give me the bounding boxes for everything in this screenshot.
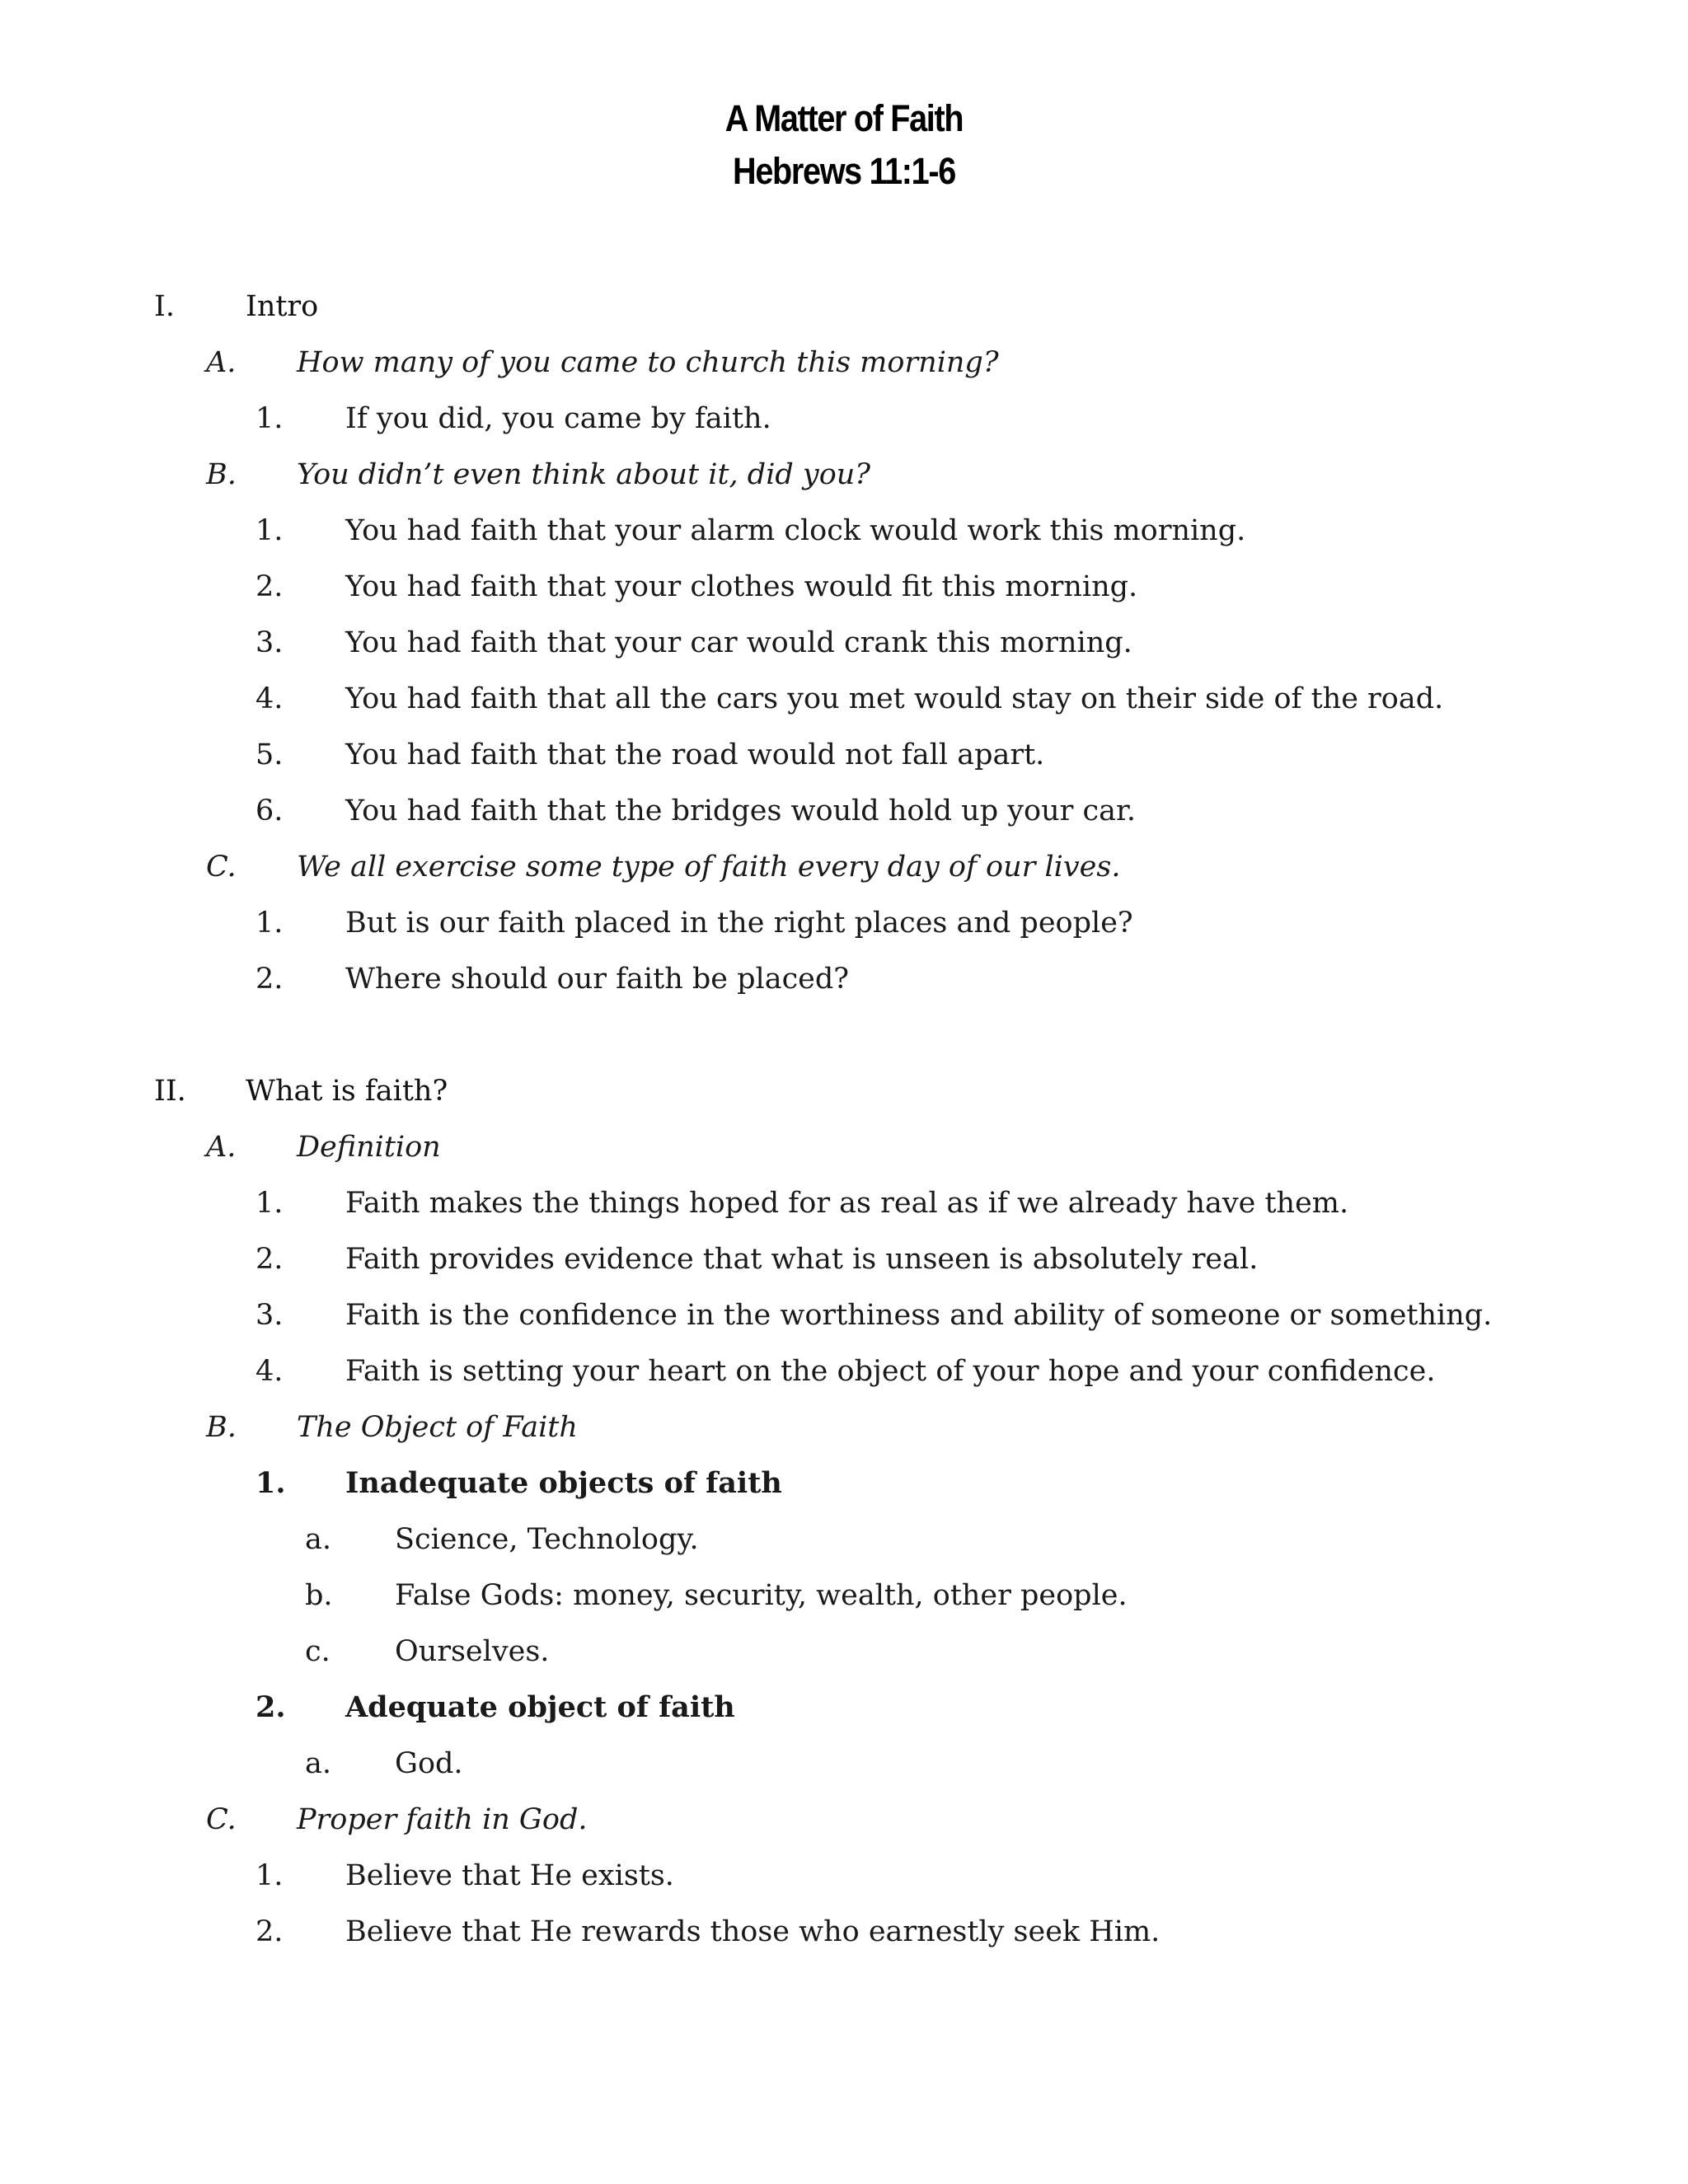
outline-item-level-4	[0, 1624, 1688, 1680]
outline-marker: c.	[305, 1635, 331, 1668]
outline-text: You didn’t even think about it, did you?	[297, 458, 871, 491]
outline-marker: 2.	[256, 963, 284, 996]
outline-marker: 2.	[256, 1915, 284, 1948]
outline-item-level-3	[0, 503, 1688, 559]
outline-text: God.	[395, 1747, 463, 1780]
outline-text: Faith makes the things hoped for as real as if we already have them.	[345, 1187, 1349, 1220]
outline-item-level-4	[0, 1736, 1688, 1792]
outline-item-level-3	[0, 615, 1688, 671]
outline-text: Believe that He rewards those who earnestly seek Him.	[345, 1915, 1160, 1948]
outline-text: You had faith that your alarm clock would work this morning.	[345, 514, 1246, 547]
outline-marker: I.	[154, 290, 175, 323]
outline-item-level-1	[0, 279, 1688, 335]
outline-marker: 1.	[256, 402, 284, 435]
outline-marker: 3.	[256, 1299, 284, 1332]
outline-item-level-3	[0, 727, 1688, 783]
outline-item-level-3	[0, 951, 1688, 1007]
outline-item-level-3	[0, 671, 1688, 727]
outline-item-level-2	[0, 1399, 1688, 1455]
outline-item-level-3	[0, 1680, 1688, 1736]
outline-marker: 6.	[256, 794, 284, 827]
outline-text: False Gods: money, security, wealth, other people.	[395, 1579, 1128, 1612]
outline-text: If you did, you came by faith.	[345, 402, 771, 435]
outline-item-level-3	[0, 1287, 1688, 1343]
outline-text: Inadequate objects of faith	[345, 1466, 782, 1500]
outline-item-level-3	[0, 1455, 1688, 1511]
outline-text: Faith is setting your heart on the object of your hope and your confidence.	[345, 1355, 1436, 1388]
outline-item-level-3	[0, 1848, 1688, 1904]
outline-item-level-1	[0, 1063, 1688, 1119]
outline-text: You had faith that the bridges would hold up your car.	[345, 794, 1136, 827]
outline-item-level-3	[0, 1175, 1688, 1231]
outline-marker: B.	[206, 458, 237, 491]
outline-marker: a.	[305, 1523, 331, 1556]
outline-item-level-3	[0, 1231, 1688, 1287]
title-block	[0, 92, 1688, 198]
outline-text: Faith is the confidence in the worthiness and ability of someone or something.	[345, 1299, 1493, 1332]
outline-text: Science, Technology.	[395, 1523, 699, 1556]
outline-text: Definition	[297, 1131, 441, 1164]
outline-text: We all exercise some type of faith every day of our lives.	[297, 851, 1121, 883]
outline-item-level-2	[0, 1119, 1688, 1175]
outline-marker: B.	[206, 1411, 237, 1444]
outline-marker: b.	[305, 1579, 333, 1612]
outline-marker: 1.	[256, 907, 284, 940]
outline-marker: 1.	[256, 1859, 284, 1892]
document-subtitle: Hebrews 11:1-6	[733, 150, 955, 192]
outline-text: Intro	[246, 290, 319, 323]
outline-marker: II.	[154, 1075, 186, 1108]
outline-marker: 4.	[256, 1355, 284, 1388]
outline-text: Believe that He exists.	[345, 1859, 674, 1892]
outline-text: The Object of Faith	[297, 1411, 578, 1444]
outline-marker: 1.	[256, 514, 284, 547]
outline-text: You had faith that all the cars you met would stay on their side of the road.	[345, 682, 1444, 715]
outline-marker: C.	[206, 1803, 237, 1836]
sermon-outline	[0, 279, 1688, 1960]
outline-text: Where should our faith be placed?	[345, 963, 850, 996]
outline-marker: 1.	[256, 1466, 286, 1500]
outline-text: How many of you came to church this morning?	[297, 346, 999, 379]
outline-marker: A.	[206, 346, 237, 379]
outline-text: You had faith that the road would not fall apart.	[345, 738, 1045, 771]
outline-item-level-3	[0, 391, 1688, 447]
outline-item-level-2	[0, 335, 1688, 391]
outline-marker: 4.	[256, 682, 284, 715]
outline-item-level-3	[0, 1904, 1688, 1960]
outline-item-level-3	[0, 559, 1688, 615]
outline-item-level-4	[0, 1511, 1688, 1568]
outline-marker: 2.	[256, 1690, 286, 1724]
outline-item-level-2	[0, 839, 1688, 895]
outline-item-level-2	[0, 1792, 1688, 1848]
outline-marker: A.	[206, 1131, 237, 1164]
outline-text: What is faith?	[246, 1075, 448, 1108]
outline-text: Ourselves.	[395, 1635, 550, 1668]
outline-marker: C.	[206, 851, 237, 883]
outline-text: Adequate object of faith	[345, 1690, 735, 1724]
outline-item-level-2	[0, 447, 1688, 503]
outline-marker: 3.	[256, 626, 284, 659]
outline-marker: 2.	[256, 570, 284, 603]
outline-marker: 2.	[256, 1243, 284, 1276]
outline-item-level-3	[0, 1343, 1688, 1399]
outline-text: You had faith that your car would crank this morning.	[345, 626, 1132, 659]
outline-text: But is our faith placed in the right places and people?	[345, 907, 1133, 940]
outline-item-level-3	[0, 783, 1688, 839]
outline-marker: 1.	[256, 1187, 284, 1220]
outline-marker: 5.	[256, 738, 284, 771]
outline-text: Proper faith in God.	[297, 1803, 588, 1836]
outline-item-level-4	[0, 1568, 1688, 1624]
outline-text: Faith provides evidence that what is unseen is absolutely real.	[345, 1243, 1259, 1276]
outline-text: You had faith that your clothes would fit this morning.	[345, 570, 1138, 603]
outline-item-level-3	[0, 895, 1688, 951]
outline-marker: a.	[305, 1747, 331, 1780]
document-title: A Matter of Faith	[724, 97, 964, 139]
